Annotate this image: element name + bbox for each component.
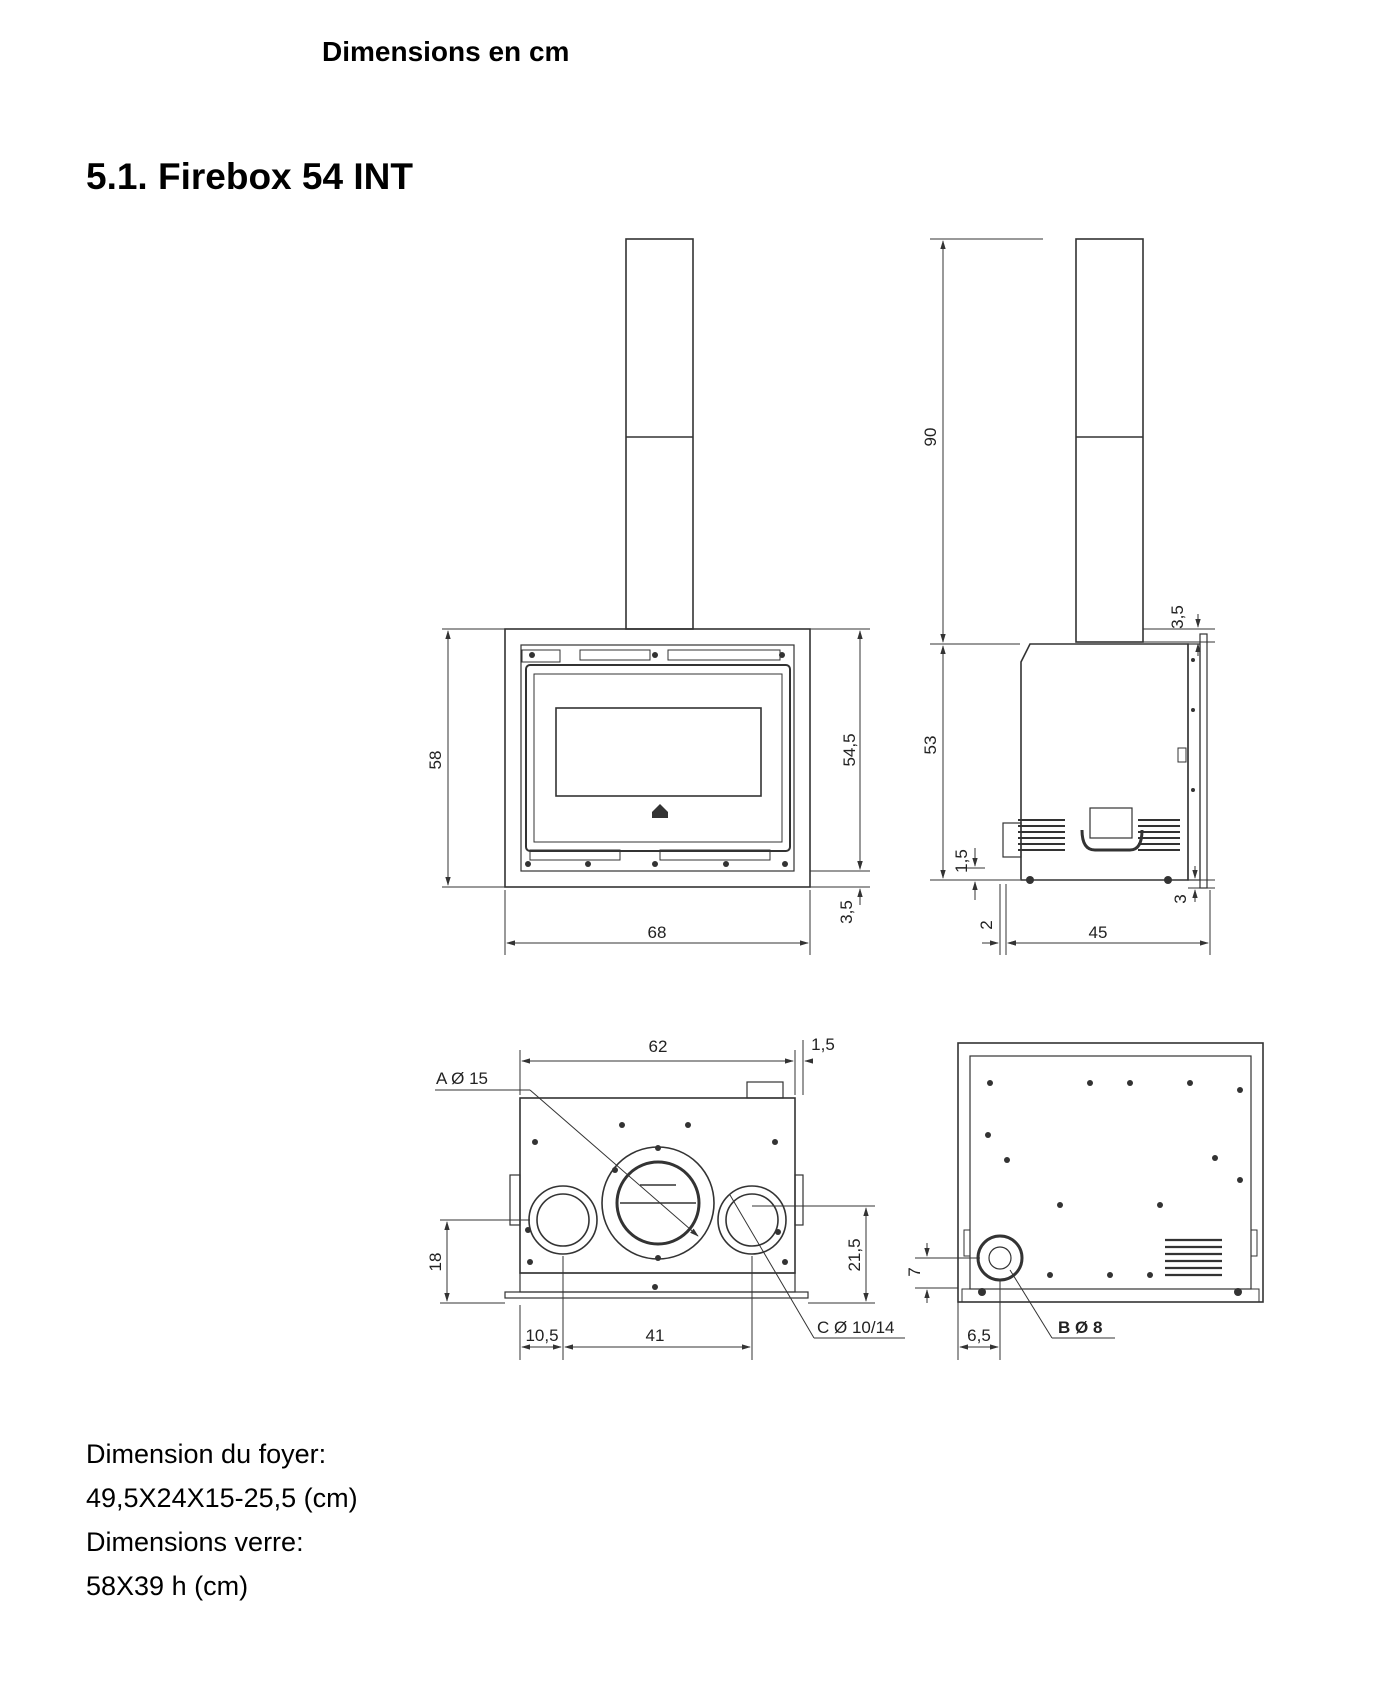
front-height-total-label: 58 [426,750,445,770]
foyer-label: Dimension du foyer: [86,1439,327,1469]
rear-frame [958,1043,1263,1302]
front-width-label: 68 [647,923,667,942]
front-dimensions [442,629,870,955]
section-title: 5.1. Firebox 54 INT [86,156,413,197]
rear-view [958,1043,1263,1302]
top-spacing-label: 41 [645,1326,665,1345]
notes-block [86,1432,358,1608]
outlet-b-circle [978,1236,1022,1280]
top-width-label: 62 [648,1037,668,1056]
top-dimensions [435,1040,905,1360]
outlet-a-label: A Ø 15 [436,1069,488,1088]
top-view [505,1082,808,1298]
side-view [1003,239,1207,888]
front-glass [556,708,761,796]
foyer-value: 49,5X24X15-25,5 (cm) [86,1483,358,1513]
top-height-right-label: 21,5 [845,1238,864,1272]
outlet-c-label: C Ø 10/14 [817,1318,895,1337]
front-height-body-label: 54,5 [840,733,859,767]
front-bottom-offset-label: 3,5 [837,900,856,924]
top-edge-offset-label: 1,5 [811,1035,835,1054]
verre-value: 58X39 h (cm) [86,1571,249,1601]
side-flue [1076,239,1143,642]
side-depth-label: 45 [1088,923,1108,942]
top-height-left-label: 18 [426,1252,445,1272]
front-body [505,629,810,887]
rear-offset-label: 6,5 [967,1326,991,1345]
outlet-b-label: B Ø 8 [1058,1318,1103,1337]
top-offset-left-label: 10,5 [525,1326,559,1345]
side-base-offset-label: 1,5 [952,849,971,873]
side-dimensions [930,239,1215,955]
verre-label: Dimensions verre: [86,1527,304,1557]
front-view [505,239,810,887]
rear-height-label: 7 [905,1267,924,1277]
side-body-height-label: 53 [921,735,940,755]
front-flue [626,239,693,629]
page-header: Dimensions en cm [322,36,570,67]
side-flue-height-label: 90 [921,427,940,447]
side-front-offset-label: 2 [977,920,996,930]
side-bottom-offset-label: 3 [1171,894,1190,904]
side-top-offset-label: 3,5 [1168,605,1187,629]
